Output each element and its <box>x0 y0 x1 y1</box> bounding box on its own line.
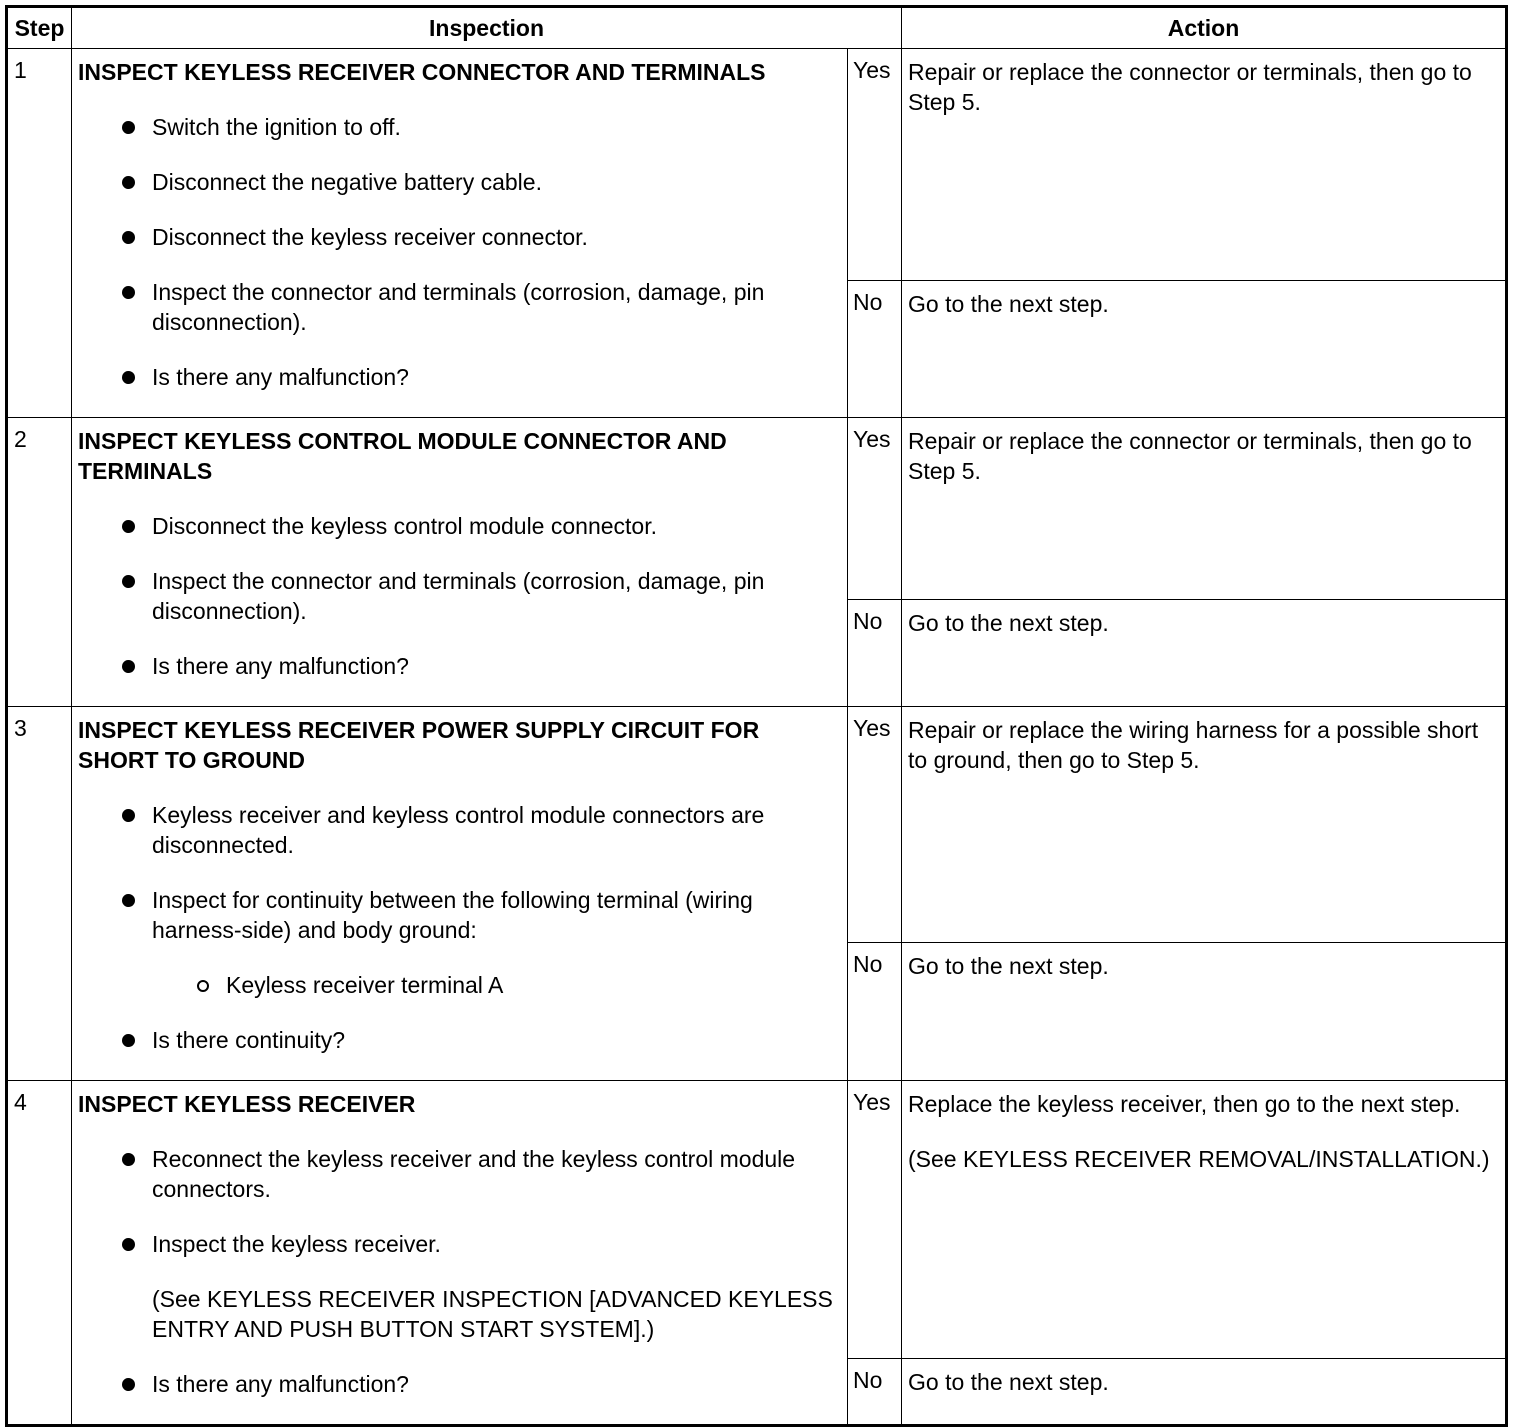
bullet-item: Is there any malfunction? <box>120 651 841 681</box>
bullet-item: Disconnect the keyless receiver connector. <box>120 222 841 252</box>
no-label: No <box>848 942 902 1080</box>
sub-bullet-list <box>152 970 841 1000</box>
step-number: 2 <box>7 418 72 707</box>
yes-label: Yes <box>848 418 902 600</box>
step-number: 4 <box>7 1081 72 1426</box>
step-title: INSPECT KEYLESS RECEIVER <box>78 1091 416 1117</box>
bullet-list <box>78 112 841 392</box>
yes-label: Yes <box>848 1081 902 1359</box>
yes-label: Yes <box>848 707 902 943</box>
bullet-icon <box>122 894 135 907</box>
bullet-item: Disconnect the keyless control module connector. <box>120 511 841 541</box>
bullet-item: Inspect the connector and terminals (corrosion, damage, pin disconnection). <box>120 277 841 337</box>
no-label: No <box>848 281 902 418</box>
yes-action: Repair or replace the connector or terminals, then go to Step 5. <box>902 49 1507 281</box>
bullet-item: Inspect the connector and terminals (corrosion, damage, pin disconnection). <box>120 566 841 626</box>
bullet-icon <box>122 520 135 533</box>
step-number: 1 <box>7 49 72 418</box>
step-number: 3 <box>7 707 72 1081</box>
step-title: INSPECT KEYLESS RECEIVER POWER SUPPLY CIRCUIT FOR SHORT TO GROUND <box>78 717 760 773</box>
step-title: INSPECT KEYLESS RECEIVER CONNECTOR AND TERMINALS <box>78 59 766 85</box>
no-label: No <box>848 1359 902 1426</box>
bullet-item: Is there any malfunction? <box>120 362 841 392</box>
bullet-icon <box>122 121 135 134</box>
no-label: No <box>848 599 902 706</box>
bullet-icon <box>122 1378 135 1391</box>
header-inspection: Inspection <box>72 7 902 49</box>
step-2-inspection <box>72 418 848 707</box>
no-action: Go to the next step. <box>902 599 1507 706</box>
bullet-item: Is there continuity? <box>120 1025 841 1055</box>
bullet-item: Keyless receiver and keyless control module connectors are disconnected. <box>120 800 841 860</box>
bullet-list <box>78 1144 841 1399</box>
yes-action: Repair or replace the connector or terminals, then go to Step 5. <box>902 418 1507 600</box>
step-1-yes-row <box>7 49 1507 281</box>
bullet-item: Inspect the keyless receiver. (See KEYLESS RECEIVER INSPECTION [ADVANCED KEYLESS ENTRY AND PUSH BUTTON START SYSTEM].) <box>120 1229 841 1344</box>
sub-bullet-item: Keyless receiver terminal A <box>194 970 841 1000</box>
yes-action: Repair or replace the wiring harness for a possible short to ground, then go to Step 5. <box>902 707 1507 943</box>
header-row <box>7 7 1507 49</box>
bullet-list <box>78 800 841 1055</box>
bullet-icon <box>122 575 135 588</box>
bullet-icon <box>122 286 135 299</box>
no-action: Go to the next step. <box>902 942 1507 1080</box>
bullet-icon <box>122 809 135 822</box>
reference-note: (See KEYLESS RECEIVER REMOVAL/INSTALLATION.) <box>908 1146 1490 1172</box>
bullet-item: Switch the ignition to off. <box>120 112 841 142</box>
step-title: INSPECT KEYLESS CONTROL MODULE CONNECTOR AND TERMINALS <box>78 428 727 484</box>
no-action: Go to the next step. <box>902 1359 1507 1426</box>
yes-action: Replace the keyless receiver, then go to the next step. (See KEYLESS RECEIVER REMOVAL/INSTALLATION.) <box>902 1081 1507 1359</box>
bullet-icon <box>122 1238 135 1251</box>
bullet-icon <box>122 1034 135 1047</box>
step-3-yes-row <box>7 707 1507 943</box>
yes-label: Yes <box>848 49 902 281</box>
no-action: Go to the next step. <box>902 281 1507 418</box>
bullet-icon <box>122 660 135 673</box>
reference-note: (See KEYLESS RECEIVER INSPECTION [ADVANCED KEYLESS ENTRY AND PUSH BUTTON START SYSTEM].) <box>152 1286 833 1342</box>
bullet-icon <box>122 371 135 384</box>
bullet-item: Inspect for continuity between the following terminal (wiring harness-side) and body ground: Keyless receiver terminal A <box>120 885 841 1000</box>
bullet-item: Disconnect the negative battery cable. <box>120 167 841 197</box>
bullet-list <box>78 511 841 681</box>
step-2-yes-row <box>7 418 1507 600</box>
step-1-inspection <box>72 49 848 418</box>
bullet-icon <box>122 231 135 244</box>
header-action: Action <box>902 7 1507 49</box>
diagnostic-table <box>5 5 1508 1427</box>
bullet-icon <box>122 176 135 189</box>
header-step: Step <box>7 7 72 49</box>
bullet-icon <box>122 1153 135 1166</box>
step-3-inspection <box>72 707 848 1081</box>
hollow-bullet-icon <box>197 980 209 992</box>
step-4-yes-row <box>7 1081 1507 1359</box>
bullet-item: Reconnect the keyless receiver and the keyless control module connectors. <box>120 1144 841 1204</box>
bullet-item: Is there any malfunction? <box>120 1369 841 1399</box>
